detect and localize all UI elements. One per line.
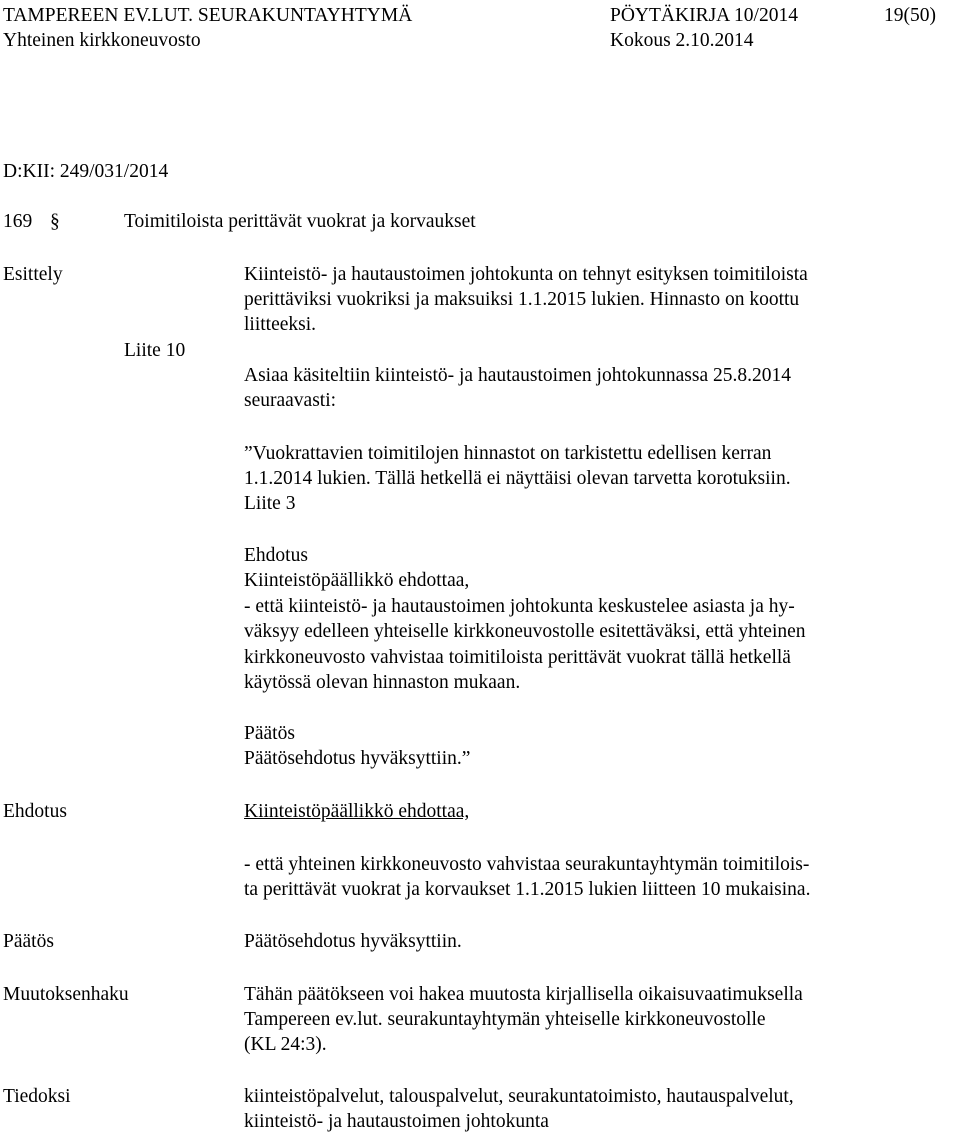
quote-line: 1.1.2014 lukien. Tällä hetkellä ei näyttäisi olevan tarvetta korotuksiin. [244,468,791,489]
attachment-label: Liite 10 [124,340,186,361]
quote-ehdotus-line: väksyy edelleen yhteiselle kirkkoneuvostolle esitettäväksi, että yhteinen [244,621,806,642]
tiedoksi-line: kiinteistöpalvelut, talouspalvelut, seurakuntatoimisto, hautauspalvelut, [244,1086,794,1107]
esittely-p2-line: seuraavasti: [244,390,337,411]
esittely-p1-line: Kiinteistö- ja hautaustoimen johtokunta on tehnyt esityksen toimitiloista [244,264,808,285]
section-sign: § [50,211,60,232]
quote-line: Liite 3 [244,493,296,514]
esittely-p1-line: perittäviksi vuokriksi ja maksuiksi 1.1.2015 lukien. Hinnasto on koottu [244,289,800,310]
quote-line: ”Vuokrattavien toimitilojen hinnastot on tarkistettu edellisen kerran [244,443,772,464]
quote-ehdotus-line: kirkkoneuvosto vahvistaa toimitiloista perittävät vuokrat tällä hetkellä [244,647,791,668]
muutoksenhaku-label: Muutoksenhaku [3,984,129,1005]
quote-ehdotus-line: Kiinteistöpäällikkö ehdottaa, [244,570,470,591]
tiedoksi-line: kiinteistö- ja hautaustoimen johtokunta [244,1111,549,1132]
esittely-p2-line: Asiaa käsiteltiin kiinteistö- ja hautaustoimen johtokunnassa 25.8.2014 [244,365,791,386]
ehdotus-proposer: Kiinteistöpäällikkö ehdottaa, [244,801,470,822]
record-title: Toimitiloista perittävät vuokrat ja korvaukset [124,211,476,232]
muutoksenhaku-line: (KL 24:3). [244,1034,327,1055]
ehdotus-line: - että yhteinen kirkkoneuvosto vahvistaa seurakuntayhtymän toimitilois- [244,854,810,875]
header-meeting-date: Kokous 2.10.2014 [610,30,754,51]
muutoksenhaku-line: Tähän päätökseen voi hakea muutosta kirjallisella oikaisuvaatimuksella [244,984,803,1005]
ehdotus-label: Ehdotus [3,801,67,822]
quote-ehdotus-heading: Ehdotus [244,545,308,566]
record-dnro: D:KII: 249/031/2014 [3,161,169,182]
tiedoksi-label: Tiedoksi [3,1086,71,1107]
muutoksenhaku-line: Tampereen ev.lut. seurakuntayhtymän yhteiselle kirkkoneuvostolle [244,1009,766,1030]
paatos-label: Päätös [3,931,54,952]
record-number: 169 [3,211,33,232]
header-org: TAMPEREEN EV.LUT. SEURAKUNTAYHTYMÄ [3,5,413,26]
esittely-label: Esittely [3,264,63,285]
quote-paatos-heading: Päätös [244,723,295,744]
paatos-text: Päätösehdotus hyväksyttiin. [244,931,462,952]
header-page-number: 19(50) [884,5,936,26]
header-doc-type: PÖYTÄKIRJA 10/2014 [610,5,798,26]
ehdotus-line: ta perittävät vuokrat ja korvaukset 1.1.2015 lukien liitteen 10 mukaisina. [244,879,811,900]
header-body: Yhteinen kirkkoneuvosto [3,30,201,51]
quote-ehdotus-line: käytössä olevan hinnaston mukaan. [244,672,521,693]
quote-ehdotus-line: - että kiinteistö- ja hautaustoimen johtokunta keskustelee asiasta ja hy- [244,596,795,617]
esittely-p1-line: liitteeksi. [244,314,317,335]
quote-paatos-line: Päätösehdotus hyväksyttiin.” [244,748,471,769]
